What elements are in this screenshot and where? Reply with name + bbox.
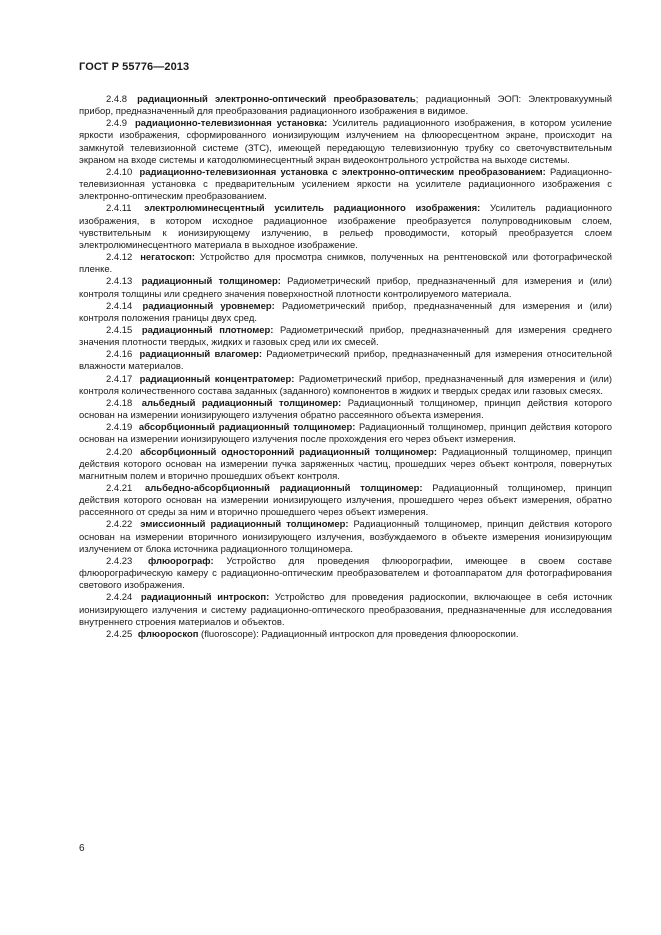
- document-header: ГОСТ Р 55776—2013: [79, 61, 190, 73]
- term: радиационный влагомер:: [139, 349, 262, 361]
- term: радиационный интроскоп:: [140, 592, 270, 604]
- definition: Усилитель радиационного изображения, в котором исходное радиационное изображение преобразуется полупроводниковым слоем, чувствительным к ионизирующему излучению, в рельеф проводимости, который преобразуется слоем электролюминесцентного материала в выходное изображение.: [79, 203, 613, 251]
- definition: радиационный ЭОП: Электровакуумный прибор, предназначенный для преобразования радиационного изображения в видимое.: [79, 94, 613, 118]
- page-number: 6: [79, 843, 85, 854]
- definition: Устройство для просмотра снимков, полученных на рентгеновской или фотографической пленке.: [79, 252, 612, 276]
- definition: Радиационный толщиномер, принцип действия которого основан на измерении ионизирующего излучения после прохождения его через объект измерения.: [79, 422, 612, 446]
- terms-list: [79, 94, 612, 641]
- term: альбедно-абсорбционный радиационный толщиномер:: [145, 483, 423, 494]
- definition: Радиационный толщиномер, принцип действия которого основан на измерении пучка заряженных частиц, прошедших через объект контроля, повернутых магнитным полем и вторично прошедших объект контроля.: [79, 446, 612, 482]
- term-entry-2-4-24: 2.4.24 радиационный интроскоп: Устройство для проведения радиоскопии, включающее в себя источник ионизирующего излучения и систему радиационно-оптического преобразования, предназначенные для исследования внутреннего строения материалов и объектов.: [79, 592, 612, 628]
- definition: Радиационно-телевизионная установка с предварительным усилением яркости на усилителе радиационного изображения с электронно-оптическим преобразованием.: [79, 166, 612, 203]
- definition: Радиометрический прибор, предназначенный для измерения и (или) контроля количественного состава заданных (заданного) компонентов в жидких и твердых средах или газовых смесях.: [79, 373, 612, 397]
- term: эмиссионный радиационный толщиномер:: [140, 519, 349, 531]
- definition: Радиационный толщиномер, принцип действия которого основан на измерении ионизирующего излучения, прошедшего через объект измерения, обратно рассеянного от среды за ним и вторично прошедшего через объект измерения.: [79, 483, 613, 519]
- definition: Устройство для проведения радиоскопии, включающее в себя источник ионизирующего излучения и систему радиационно-оптического преобразования, предназначенные для исследования внутреннего строения материалов и объектов.: [79, 592, 612, 628]
- term: радиационный электронно-оптический преобразователь: [137, 94, 416, 105]
- term: негатоскоп:: [140, 252, 195, 264]
- term-entry-2-4-25: 2.4.25 флюороскоп (fluoroscope): Радиационный интроскоп для проведения флюороскопии.: [106, 628, 519, 640]
- term-entry-2-4-8: 2.4.8 радиационный электронно-оптический преобразователь; радиационный ЭОП: Электровакуумный прибор, предназначенный для преобразования радиационного изображения в видимое.: [79, 94, 613, 118]
- definition: Радиационный толщиномер, принцип действия которого основан на измерении ионизирующего излучения обратно рассеянного объекта измерения.: [79, 397, 613, 422]
- term-entry-2-4-18: 2.4.18 альбедный радиационный толщиномер: Радиационный толщиномер, принцип действия которого основан на измерении ионизирующего излучения обратно рассеянного объекта измерения.: [79, 397, 613, 422]
- term-entry-2-4-13: 2.4.13 радиационный толщиномер: Радиометрический прибор, предназначенный для измерения и (или) контроля толщины или среднего значения поверхностной плотности контролируемого материала.: [79, 276, 613, 300]
- term-entry-2-4-21: 2.4.21 альбедно-абсорбционный радиационный толщиномер: Радиационный толщиномер, принцип действия которого основан на измерении ионизирующего излучения, прошедшего через объект измерения, обратно рассеянного от среды за ним и вторично прошедшего через объект измерения.: [79, 483, 613, 519]
- term: флюороскоп: [137, 628, 199, 640]
- term: радиационно-телевизионная установка с электронно-оптическим преобразованием:: [139, 166, 546, 178]
- term-entry-2-4-20: 2.4.20 абсорбционный односторонний радиационный толщиномер: Радиационный толщиномер, принцип действия которого основан на измерении пучка заряженных частиц, прошедших через объект контроля, повернутых магнитным полем и вторично прошедших объект контроля.: [79, 446, 612, 482]
- term: альбедный радиационный толщиномер:: [141, 397, 342, 409]
- term: абсорбционный радиационный толщиномер:: [138, 422, 356, 434]
- definition: Устройство для проведения флюорографии, имеющее в своем составе флюорографическую камеру с радиационно-оптическим преобразователем и фотоаппаратом для фотографирования светового изображения.: [79, 555, 612, 592]
- term-entry-2-4-23: 2.4.23 флюорограф: Устройство для проведения флюорографии, имеющее в своем составе флюорографическую камеру с радиационно-оптическим преобразователем и фотоаппаратом для фотографирования светового изображения.: [79, 555, 612, 592]
- term-entry-2-4-10: 2.4.10 радиационно-телевизионная установка с электронно-оптическим преобразованием: Радиационно-телевизионная установка с предварительным усилением яркости на усилителе радиационного изображения с электронно-оптическим преобразованием.: [79, 166, 612, 203]
- term: абсорбционный односторонний радиационный толщиномер:: [140, 446, 438, 458]
- term: электролюминесцентный усилитель радиационного изображения:: [144, 203, 481, 215]
- definition: Радиометрический прибор, предназначенный для измерения относительной влажности материалов.: [79, 349, 613, 373]
- term-entry-2-4-17: 2.4.17 радиационный концентратомер: Радиометрический прибор, предназначенный для измерения и (или) контроля количественного состава заданных (заданного) компонентов в жидких и твердых средах или газовых смесях.: [79, 373, 612, 397]
- definition: Радиометрический прибор, предназначенный для измерения среднего значения плотности твердых, жидких и газовых сред или их смесей.: [79, 324, 612, 349]
- term-entry-2-4-12: 2.4.12 негатоскоп: Устройство для просмотра снимков, полученных на рентгеновской или фотографической пленке.: [79, 252, 612, 276]
- term: радиационно-телевизионная установка:: [135, 118, 328, 130]
- term-entry-2-4-16: 2.4.16 радиационный влагомер: Радиометрический прибор, предназначенный для измерения относительной влажности материалов.: [79, 349, 613, 373]
- term-entry-2-4-15: 2.4.15 радиационный плотномер: Радиометрический прибор, предназначенный для измерения среднего значения плотности твердых, жидких и газовых сред или их смесей.: [79, 324, 612, 349]
- term-entry-2-4-14: 2.4.14 радиационный уровнемер: Радиометрический прибор, предназначенный для измерения и (или) контроля положения границы двух сред.: [79, 300, 612, 324]
- term: радиационный толщиномер:: [141, 276, 281, 288]
- term: флюорограф:: [147, 555, 214, 567]
- term: радиационный концентратомер:: [139, 373, 295, 385]
- term-entry-2-4-22: 2.4.22 эмиссионный радиационный толщиномер: Радиационный толщиномер, принцип действия которого основан на измерении вторичного ионизирующего излучения, возбуждаемого в объекте измерения ионизирующим излучением от блока источника радиационного толщиномера.: [79, 519, 612, 555]
- term: радиационный плотномер:: [141, 324, 274, 336]
- definition: Радиометрический прибор, предназначенный для измерения и (или) контроля толщины или среднего значения поверхностной плотности контролируемого материала.: [79, 276, 613, 300]
- term-entry-2-4-9: 2.4.9 радиационно-телевизионная установка: Усилитель радиационного изображения, в котором усиление яркости изображения, сформированного ионизирующим излучением на флюоресцентном экране, происходит на замкнутой телевизионной системе (ЗТС), имеющей передающую телевизионную трубку со светочувствительным экраном на входе системы и катодолюминесцентный экран видеоконтрольного устройства на выходе системы.: [79, 118, 613, 166]
- definition: Радиационный толщиномер, принцип действия которого основан на измерении вторичного ионизирующего излучения, возбуждаемого в объекте измерения ионизирующим излучением от блока источника радиационного толщиномера.: [79, 519, 612, 555]
- definition: (fluoroscope): Радиационный интроскоп для проведения флюороскопии.: [198, 628, 519, 640]
- definition: Радиометрический прибор, предназначенный для измерения и (или) контроля положения границы двух сред.: [79, 300, 612, 324]
- term-entry-2-4-19: 2.4.19 абсорбционный радиационный толщиномер: Радиационный толщиномер, принцип действия которого основан на измерении ионизирующего излучения после прохождения его через объект измерения.: [79, 422, 612, 446]
- term: радиационный уровнемер:: [142, 300, 275, 312]
- definition: Усилитель радиационного изображения, в котором усиление яркости изображения, сформированного ионизирующим излучением на флюоресцентном экране, происходит на замкнутой телевизионной системе (ЗТС), имеющей передающую телевизионную трубку со светочувствительным экраном на входе системы и катодолюминесцентный экран видеоконтрольного устройства на выходе системы.: [79, 118, 613, 166]
- term-entry-2-4-11: 2.4.11 электролюминесцентный усилитель радиационного изображения: Усилитель радиационного изображения, в котором исходное радиационное изображение преобразуется полупроводниковым слоем, чувствительным к ионизирующему излучению, в рельеф проводимости, который преобразуется слоем электролюминесцентного материала в выходное изображение.: [79, 203, 613, 251]
